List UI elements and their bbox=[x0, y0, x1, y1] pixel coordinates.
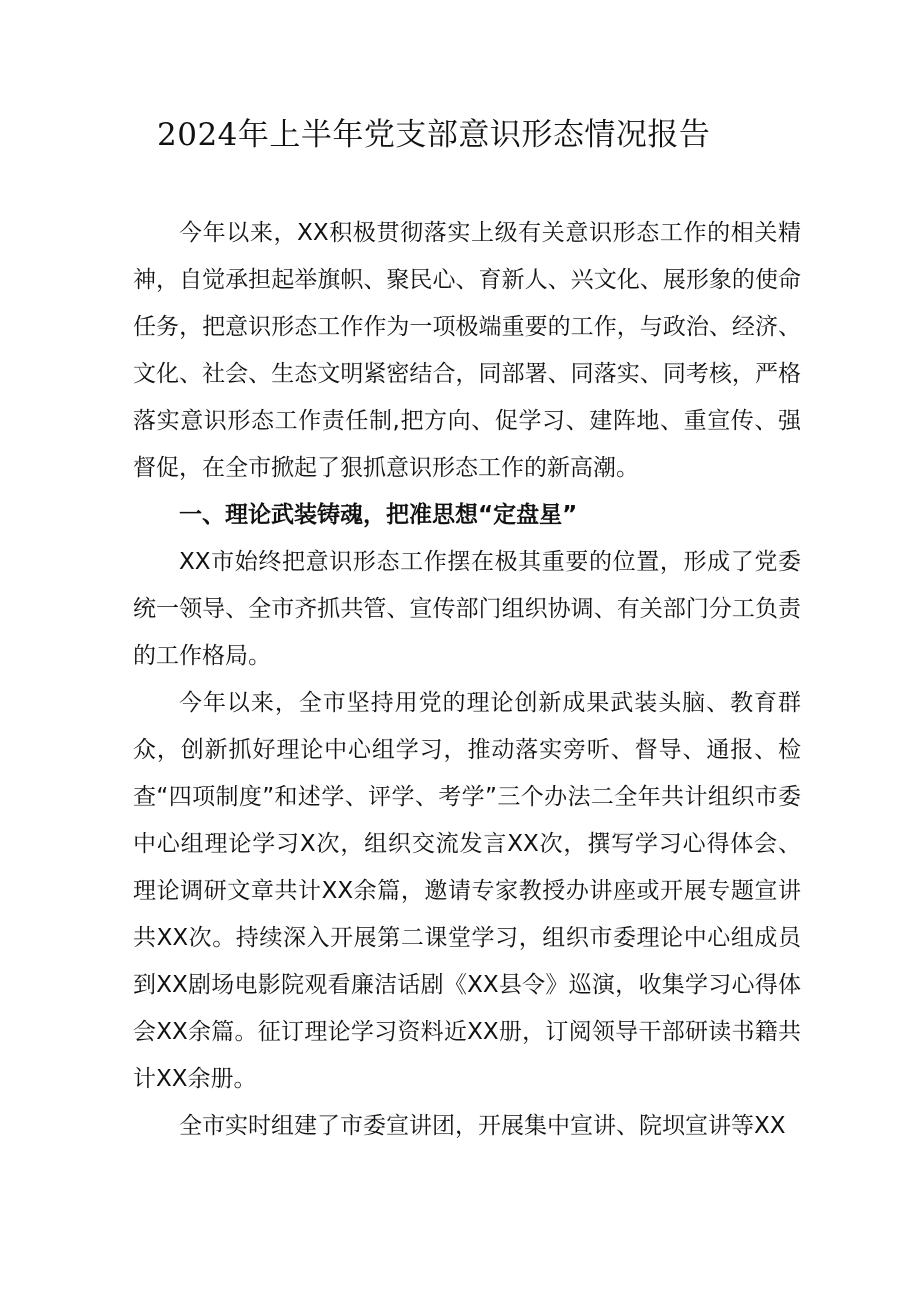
intro-paragraph: 今年以来，XX积极贯彻落实上级有关意识形态工作的相关精神，自觉承担起举旗帜、聚民心、育新人、兴文化、展形象的使命任务，把意识形态工作作为一项极端重要的工作，与政治、经济、文化、社会、生态文明紧密结合，同部署、同落实、同考核，严格落实意识形态工作责任制,把方向、促学习、建阵地、重宣传、强督促，在全市掀起了狠抓意识形态工作的新高潮。 bbox=[133, 220, 801, 481]
section-heading: 一、理论武装铸魂，把准思想“定盘星” bbox=[179, 502, 578, 528]
section-paragraph: 全市实时组建了市委宣讲团，开展集中宣讲、院坝宣讲等XX bbox=[179, 1113, 786, 1139]
section-paragraph: XX市始终把意识形态工作摆在极其重要的位置，形成了党委统一领导、全市齐抓共管、宣传部门组织协调、有关部门分工负责的工作格局。 bbox=[133, 549, 801, 669]
document-title: 2024年上半年党支部意识形态情况报告 bbox=[157, 117, 711, 153]
section-paragraph: 今年以来，全市坚持用党的理论创新成果武装头脑、教育群众，创新抓好理论中心组学习，推动落实旁听、督导、通报、检查“四项制度”和述学、评学、考学”三个办法二全年共计组织市委中心组理论学习X次，组织交流发言XX次，撰写学习心得体会、理论调研文章共计XX余篇，邀请专家教授办讲座或开展专题宣讲共XX次。持续深入开展第二课堂学习，组织市委理论中心组成员到XX剧场电影院观看廉洁话剧《XX县令》巡演，收集学习心得体会XX余篇。征订理论学习资料近XX册，订阅领导干部研读书籍共计XX余册。 bbox=[133, 690, 801, 1092]
document-body bbox=[133, 210, 801, 1150]
